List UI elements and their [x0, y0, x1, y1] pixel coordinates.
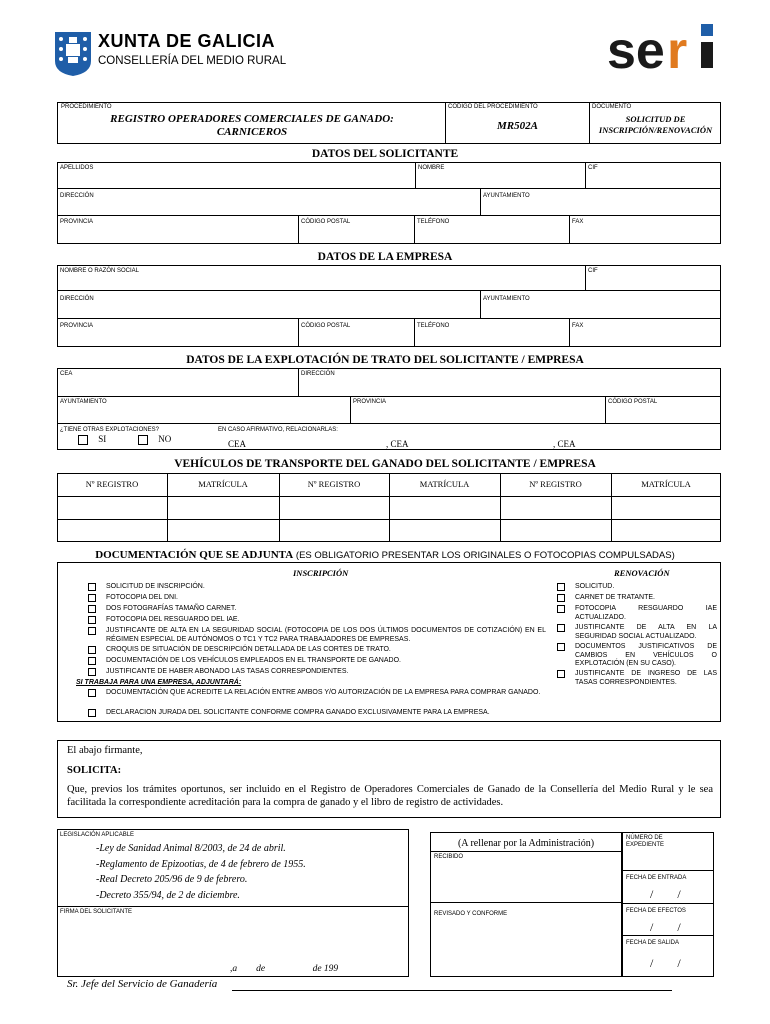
- item-checkbox[interactable]: [88, 646, 96, 654]
- item-checkbox[interactable]: [557, 643, 565, 651]
- procedimiento-label: PROCEDIMIENTO: [61, 104, 112, 110]
- fecha-entrada-label: FECHA DE ENTRADA: [626, 875, 687, 881]
- item-checkbox[interactable]: [88, 594, 96, 602]
- empresa-direccion-field[interactable]: DIRECCIÓN: [60, 296, 94, 302]
- vehiculos-title: VEHÍCULOS DE TRANSPORTE DEL GANADO DEL SOLICITANTE / EMPRESA: [174, 458, 596, 470]
- apellidos-field[interactable]: APELLIDOS: [60, 165, 94, 171]
- legislacion-item: -Real Decreto 205/96 de 9 de febrero.: [96, 874, 248, 885]
- administracion-title: (A rellenar por la Administración): [457, 838, 595, 849]
- fecha-salida-value[interactable]: / /: [650, 956, 681, 970]
- empresa-title: DATOS DE LA EMPRESA: [317, 251, 453, 263]
- provincia-field[interactable]: PROVINCIA: [60, 219, 94, 225]
- documento-value: SOLICITUD DE INSCRIPCIÓN/RENOVACIÓN: [598, 114, 713, 135]
- explotacion-provincia-field[interactable]: PROVINCIA: [353, 399, 387, 405]
- item-checkbox[interactable]: [88, 583, 96, 591]
- direccion-field[interactable]: DIRECCIÓN: [60, 193, 94, 199]
- codigo-value: MR502A: [497, 120, 538, 132]
- org-subtitle: CONSELLERÍA DEL MEDIO RURAL: [98, 55, 287, 67]
- item-checkbox[interactable]: [88, 668, 96, 676]
- item-checkbox[interactable]: [557, 624, 565, 632]
- svg-text:se: se: [607, 22, 665, 74]
- fax-field[interactable]: FAX: [572, 219, 584, 225]
- item-checkbox[interactable]: [557, 583, 565, 591]
- item-checkbox[interactable]: [88, 657, 96, 665]
- cea-input-3[interactable]: , CEA: [553, 439, 717, 450]
- solicitante-title: DATOS DEL SOLICITANTE: [311, 148, 459, 160]
- solicita-label: SOLICITA:: [67, 765, 122, 776]
- numero-expediente-label: NÚMERO DE EXPEDIENTE: [626, 835, 665, 848]
- empresa-telefono-field[interactable]: TELÉFONO: [417, 323, 450, 329]
- item-checkbox[interactable]: [557, 605, 565, 613]
- svg-text:r: r: [667, 22, 688, 74]
- col-header: MATRÍCULA: [641, 479, 691, 489]
- xunta-logo: [54, 31, 92, 77]
- si-checkbox[interactable]: [78, 435, 88, 445]
- revisado-label: REVISADO Y CONFORME: [434, 911, 508, 917]
- col-header: Nº REGISTRO: [85, 479, 139, 489]
- fecha-efectos-value[interactable]: / /: [650, 920, 681, 934]
- jefe-underline: [232, 990, 672, 991]
- solicitante-box: [57, 162, 721, 244]
- col-header: Nº REGISTRO: [529, 479, 582, 489]
- explotacion-direccion-field[interactable]: DIRECCIÓN: [301, 371, 335, 377]
- otras-explotaciones-label: ¿TIENE OTRAS EXPLOTACIONES?: [60, 427, 159, 433]
- ayuntamiento-field[interactable]: AYUNTAMIENTO: [483, 193, 530, 199]
- item-checkbox[interactable]: [88, 605, 96, 613]
- empresa-fax-field[interactable]: FAX: [572, 323, 584, 329]
- legislacion-item: -Ley de Sanidad Animal 8/2003, de 24 de abril.: [96, 843, 286, 854]
- solicita-text: Que, previos los trámites oportunos, ser incluido en el Registro de Operadores Comerciales de Ganado de la Consellería del Medio Rural y le sea facilitada la correspondiente acreditación para la compra de ganado y el libro de registro de actividades.: [67, 784, 713, 808]
- legislacion-item: -Decreto 355/94, de 2 de diciembre.: [96, 889, 240, 901]
- explotacion-ayuntamiento-field[interactable]: AYUNTAMIENTO: [60, 399, 107, 405]
- codigo-label: CÓDIGO DEL PROCEDIMIENTO: [448, 104, 538, 110]
- telefono-field[interactable]: TELÉFONO: [417, 219, 450, 225]
- empresa-nombre-field[interactable]: NOMBRE O RAZÓN SOCIAL: [60, 268, 140, 274]
- legislacion-item: -Reglamento de Epizootias, de 4 de febrero de 1955.: [96, 858, 306, 870]
- empresa-ayuntamiento-field[interactable]: AYUNTAMIENTO: [483, 296, 530, 302]
- caso-afirmativo-label: EN CASO AFIRMATIVO, RELACIONARLAS:: [218, 427, 338, 433]
- empresa-cif-field[interactable]: CIF: [588, 268, 598, 274]
- jefe-servicio: Sr. Jefe del Servicio de Ganadería: [67, 978, 218, 990]
- explotacion-codigo-postal-field[interactable]: CÓDIGO POSTAL: [608, 399, 658, 405]
- seri-logo-icon: [605, 16, 725, 74]
- seri-logo: [605, 16, 725, 74]
- vehiculos-header-row: [57, 479, 721, 491]
- codigo-postal-field[interactable]: CÓDIGO POSTAL: [301, 219, 351, 225]
- documento-label: DOCUMENTO: [592, 104, 632, 110]
- xunta-shield-icon: [54, 31, 92, 77]
- col-header: MATRÍCULA: [419, 479, 470, 489]
- col-header: Nº REGISTRO: [307, 479, 361, 489]
- empresa-box: [57, 265, 721, 347]
- si-option[interactable]: SI: [78, 434, 106, 445]
- fecha-firma-line[interactable]: ,a de de 199: [230, 964, 339, 974]
- col-header: MATRÍCULA: [198, 479, 248, 489]
- fecha-entrada-value[interactable]: / /: [650, 887, 681, 901]
- cea-input-2[interactable]: , CEA: [386, 439, 554, 450]
- fecha-efectos-label: FECHA DE EFECTOS: [626, 908, 686, 914]
- cea-field[interactable]: CEA: [60, 371, 73, 377]
- firma-label: FIRMA DEL SOLICITANTE: [60, 909, 133, 915]
- legislacion-label: LEGISLACIÓN APLICABLE: [60, 832, 135, 838]
- abajo-firmante: El abajo firmante,: [67, 745, 143, 756]
- item-checkbox[interactable]: [88, 627, 96, 635]
- item-checkbox[interactable]: [88, 616, 96, 624]
- item-checkbox[interactable]: [88, 709, 96, 717]
- renovacion-title: RENOVACIÓN: [614, 568, 670, 578]
- list-item[interactable]: DECLARACIÓN JURADA DEL SOLICITANTE CONFORME COMPRA GANADO EXCLUSIVAMENTE PARA LA EMPRESA.: [88, 709, 548, 719]
- org-title: XUNTA DE GALICIA: [98, 31, 275, 51]
- inscripcion-title: INSCRIPCIÓN: [293, 568, 349, 578]
- cea-input-1[interactable]: CEA: [228, 439, 388, 450]
- documentacion-title: DOCUMENTACIÓN QUE SE ADJUNTA (ES OBLIGATORIO PRESENTAR LOS ORIGINALES O FOTOCOPIAS COMPULSADAS): [95, 549, 675, 561]
- empresa-codigo-postal-field[interactable]: CÓDIGO POSTAL: [301, 323, 351, 329]
- procedure-title: REGISTRO OPERADORES COMERCIALES DE GANADO: CARNICEROS: [110, 113, 394, 138]
- legislacion-list: [96, 841, 306, 903]
- no-checkbox[interactable]: [138, 435, 148, 445]
- explotacion-title: DATOS DE LA EXPLOTACIÓN DE TRATO DEL SOLICITANTE / EMPRESA: [186, 354, 584, 366]
- item-checkbox[interactable]: [557, 670, 565, 678]
- cif-field[interactable]: CIF: [588, 165, 598, 171]
- item-checkbox[interactable]: [88, 689, 96, 697]
- item-checkbox[interactable]: [557, 594, 565, 602]
- empresa-provincia-field[interactable]: PROVINCIA: [60, 323, 94, 329]
- empresa-heading: SI TRABAJA PARA UNA EMPRESA, ADJUNTARÁ:: [76, 679, 242, 686]
- fecha-salida-label: FECHA DE SALIDA: [626, 940, 680, 946]
- no-option[interactable]: NO: [138, 434, 171, 445]
- recibido-label: RECIBIDO: [434, 854, 464, 860]
- nombre-field[interactable]: NOMBRE: [418, 165, 445, 171]
